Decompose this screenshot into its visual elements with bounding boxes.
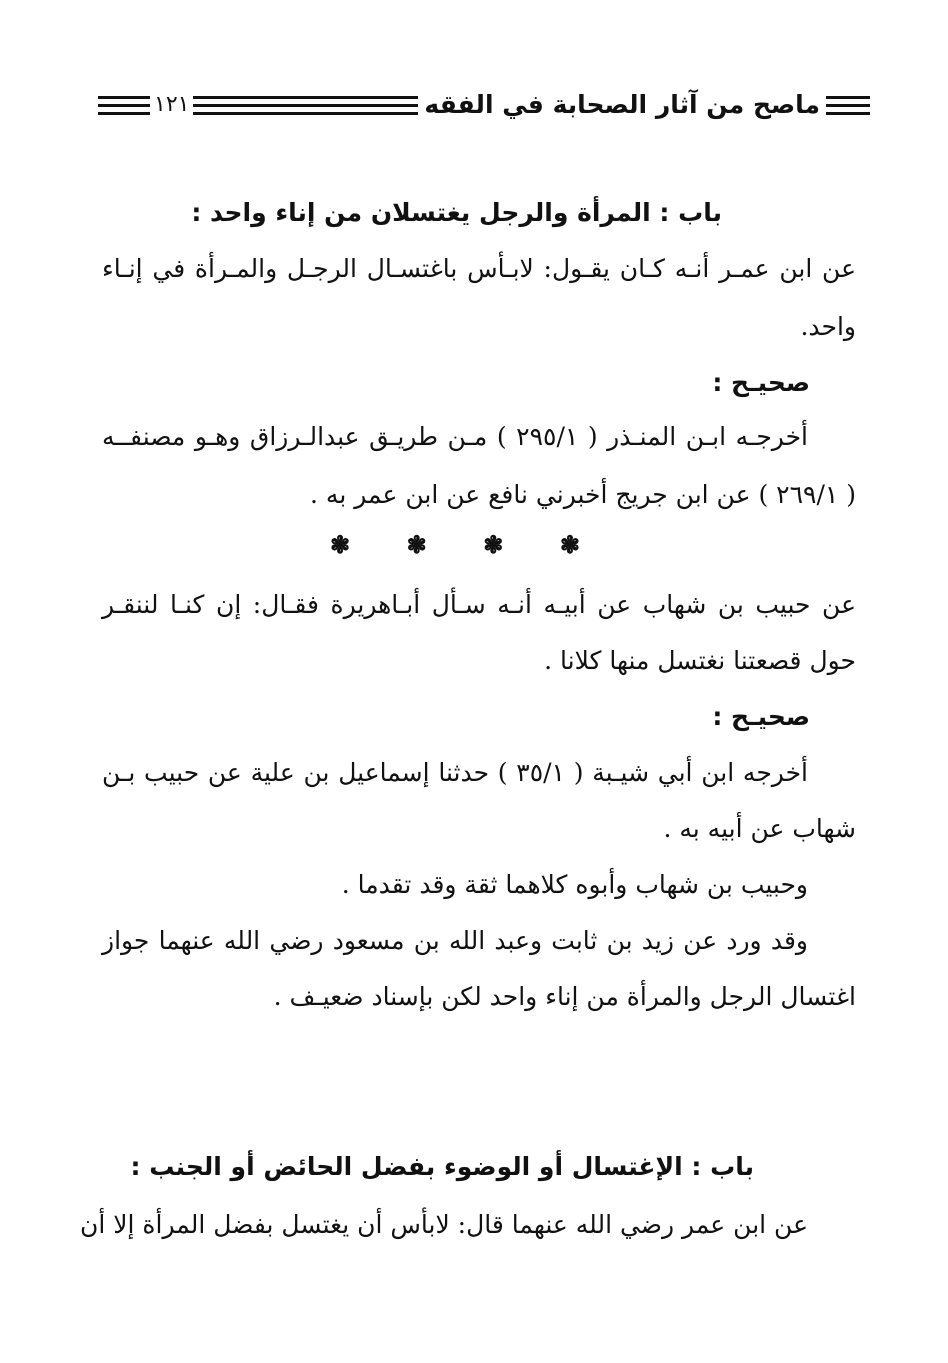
note-line: وحبيب بن شهاب وأبوه كلاهما ثقة وقد تقدما . [341,870,808,899]
text-line: واحد. [800,312,856,341]
text-line: عن ابن عمـر أنـه كـان يقـول: لابـأس باغتسـال الرجـل والمـرأة في إنـاء [102,254,856,283]
takhrij-line: ( ٢٦٩/١ ) عن ابن جريج أخبرني نافع عن ابن عمر به . [310,480,856,509]
section-separator [330,530,580,559]
flower-icon: ❃ [406,530,427,559]
running-header [98,88,870,128]
text-line: عن حبيب بن شهاب عن أبيـه أنـه سـأل أبـاهريرة فقـال: إن كنـا لننقـر [102,590,856,619]
text-line: عن ابن عمر رضي الله عنهما قال: لابأس أن يغتسل بفضل المرأة إلا أن [80,1210,808,1239]
section-heading: باب : المرأة والرجل يغتسلان من إناء واحد : [191,198,722,227]
flower-icon: ❃ [559,530,580,559]
header-title: ماصح من آثار الصحابة في الفقه [418,90,826,120]
section-heading: باب : الإغتسال أو الوضوء بفضل الحائض أو الجنب : [130,1152,754,1181]
takhrij-line: أخرجه ابن أبي شيـبة ( ٣٥/١ ) حدثنا إسماعيل بن علية عن حبيب بـن [102,758,808,787]
page-number: ١٢١ [150,90,193,120]
takhrij-line: أخرجـه ابـن المنـذر ( ٢٩٥/١ ) مـن طريـق عبدالـرزاق وهـو مصنفــه [102,422,808,451]
flower-icon: ❃ [330,530,351,559]
flower-icon: ❃ [483,530,504,559]
text-line: وقد ورد عن زيد بن ثابت وعبد الله بن مسعود رضي الله عنهما جواز [102,926,808,955]
text-line: حول قصعتنا نغتسل منها كلانا . [544,646,856,675]
grade-label: صحيـح : [712,702,810,731]
grade-label: صحيـح : [712,368,810,397]
text-line: اغتسال الرجل والمرأة من إناء واحد لكن بإسناد ضعيـف . [273,982,856,1011]
takhrij-line: شهاب عن أبيه به . [663,814,856,843]
